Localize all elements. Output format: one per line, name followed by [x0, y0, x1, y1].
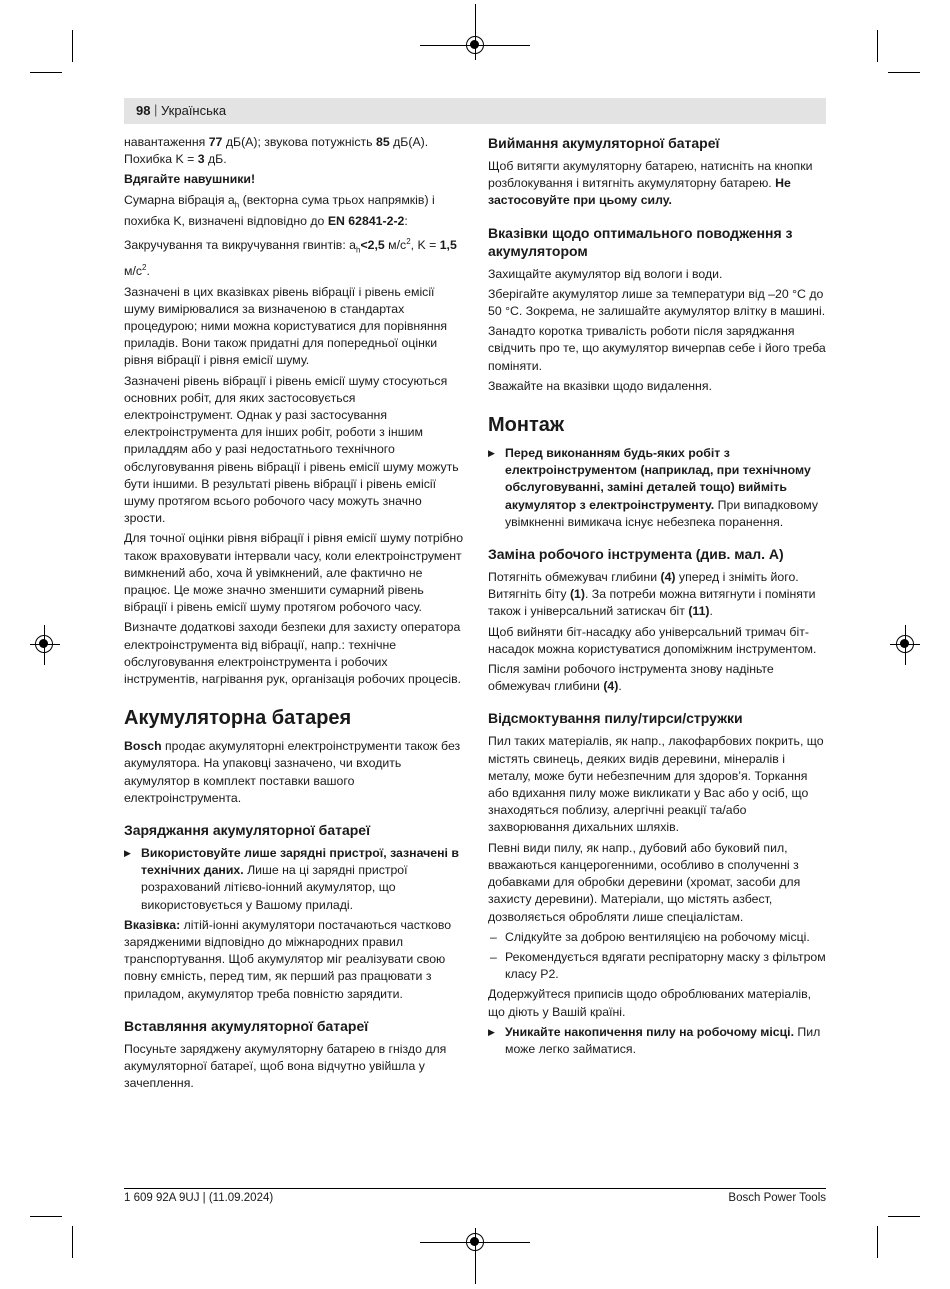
paragraph: Занадто коротка тривалість роботи після заряджання свідчить про те, що акумулятор вичерпав себе і його треба поміняти. [488, 324, 826, 373]
charging-note: Вказівка: літій-іонні акумулятори постачаються частково зарядженими відповідно до міжнародних правил транспортування. Щоб акумулятор міг реалізувати свою повну ємність, перед тим, як перший раз працювати з приладом, акумулятор треба повністю зарядити. [124, 917, 452, 1001]
page-header [124, 98, 826, 124]
tool-change-text: Потягніть обмежувач глибини (4) уперед і зніміть його. Витягніть біту (1). За потреби можна витягнути і поміняти також і універсальний затискач біт (11). [488, 570, 816, 619]
paragraph: Зазначені рівень вібрації і рівень емісії шуму стосуються основних робіт, для яких застосовується електроінструмент. Однак у разі застосування електроінструмента для інших робіт, роботи з іншим приладдям або у разі недостатнього технічного обслуговування рівень вібрації і рівень емісії шуму можуть бути іншими. В результаті рівень вібрації і рівень емісії шуму протягом всього робочого часу можуть значно зрости. [124, 373, 459, 526]
registration-mark-icon [35, 635, 53, 653]
registration-mark-icon [466, 36, 484, 54]
crop-mark [72, 30, 73, 62]
paragraph: Посуньте заряджену акумуляторну батарею в гніздо для акумуляторної батареї, щоб вона відчутно увійшла у зачеплення. [124, 1041, 447, 1091]
crop-mark [72, 1226, 73, 1258]
paragraph: Пил таких матеріалів, як напр., лакофарбових покрить, що містять свинець, деяких видів деревини, мінералів і металу, може бути небезпечним для здоров’я. Торкання або вдихання пилу може викликати у Вас або у осіб, що знаходяться поблизу, алергічні реакції та/або захворювання дихальних шляхів. [488, 734, 824, 835]
crop-mark [30, 72, 62, 73]
paragraph: Певні види пилу, як напр., дубовий або буковий пил, вважаються канцерогенними, особливо в сполученні з добавками для обробки деревини (хромат, засоби для захисту деревини). Матеріали, що містять азбест, дозволяється обробляти лише спеціалістам. [488, 840, 801, 924]
ear-protection-warning: Вдягайте навушники! [124, 172, 256, 187]
vibration-intro: Сумарна вібрація $a_h$ (векторна сума трьох напрямків) і похибка K, визначені відповідно до EN 62841-2-2: [124, 192, 435, 229]
paragraph: Визначте додаткові заходи безпеки для захисту оператора електроінструмента від вібрації, напр.: технічне обслуговування електроінструмента і робочих інструментів, нагрівання рук, організація робочих процесів. [124, 620, 462, 686]
dash-item: – Рекомендується вдягати респіраторну маску з фільтром класу P2. [488, 949, 828, 983]
crop-mark [30, 1216, 62, 1217]
paragraph: Захищайте акумулятор від вологи і води. [488, 266, 723, 281]
mounting-bullet: ▶ Перед виконанням будь-яких робіт з електроінструментом (наприклад, при технічному обслуговуванні, заміні деталей тощо) вийміть акумулятор з електроінструменту. При випадковому увімкненні вимикача існує небезпека поранення. [488, 445, 828, 531]
battery-intro: Bosch продає акумуляторні електроінструменти також без акумулятора. На упаковці зазначено, чи входить акумулятор в комплект поставки вашого електроінструмента. [124, 739, 461, 805]
crop-mark [888, 1216, 920, 1217]
footer-brand: Bosch Power Tools [728, 1192, 826, 1204]
removing-text: Щоб витягти акумуляторну батарею, натисніть на кнопки розблокування і витягніть акумуляторну батарею. Не застосовуйте при цьому силу. [488, 159, 813, 208]
crop-mark [877, 30, 878, 62]
charging-bullet: ▶ Використовуйте лише зарядні пристрої, зазначені в технічних даних. Лише на ці зарядні пристрої розрахований літієво-іонний акумулятор, що використовується у Вашому приладі. [124, 845, 464, 914]
crop-mark [888, 72, 920, 73]
right-column [488, 134, 828, 1061]
footer-rule [124, 1188, 826, 1189]
paragraph: Додержуйтеся приписів щодо оброблюваних матеріалів, що діють у Вашій країні. [488, 987, 812, 1019]
subheading-handling: Вказівки щодо оптимального поводження з акумулятором [488, 224, 793, 259]
vibration-values: Закручування та викручування гвинтів: $a_h<2,5$ $м/с^2$, K = 1,5 $м/с^2$. [124, 237, 457, 279]
dash-item: – Слідкуйте за доброю вентиляцією на робочому місці. [488, 929, 828, 946]
subheading-removing: Виймання акумуляторної батареї [488, 135, 720, 151]
subheading-tool-change: Заміна робочого інструмента (див. мал. A) [488, 546, 784, 563]
header-language: Українська [161, 103, 227, 118]
paragraph: Щоб вийняти біт-насадку або універсальний тримач біт-насадок можна користуватися допоміжним інструментом. [488, 624, 817, 656]
left-column [124, 134, 464, 1095]
paragraph: Зазначені в цих вказівках рівень вібрації і рівень емісії шуму вимірювалися за визначеною в стандартах процедурою; ними можна користуватися для порівняння приладів. Вони також придатні для попередньої оцінки рівня вібрації і рівня емісії шуму. [124, 284, 448, 368]
paragraph: Зберігайте акумулятор лише за температури від –20 °C до 50 °C. Зокрема, не залишайте акумулятор влітку в машині. [488, 286, 826, 319]
subheading-inserting: Вставляння акумуляторної батареї [124, 1017, 369, 1034]
footer-doc-number: 1 609 92A 9UJ | (11.09.2024) [124, 1192, 274, 1204]
tool-change-refit: Після заміни робочого інструмента знову надіньте обмежувач глибини (4). [488, 662, 774, 694]
section-heading-battery: Акумуляторна батарея [124, 707, 352, 730]
paragraph: Для точної оцінки рівня вібрації і рівня емісії шуму потрібно також враховувати інтервали часу, коли електроінструмент вимкнений або, хоча й увімкнений, але фактично не працює. Це може значно зменшити сумарний рівень вібрації і рівень емісії шуму протягом робочого часу. [124, 531, 464, 615]
noise-values: навантаження 77 дБ(A); звукова потужність 85 дБ(A). Похибка K = 3 дБ. [124, 135, 429, 167]
header-separator: | [154, 102, 158, 117]
registration-mark-icon [896, 635, 914, 653]
section-heading-mounting: Монтаж [488, 414, 565, 437]
paragraph: Зважайте на вказівки щодо видалення. [488, 378, 712, 393]
subheading-dust-extraction: Відсмоктування пилу/тирси/стружки [488, 710, 743, 727]
registration-mark-icon [466, 1233, 484, 1251]
subheading-charging: Заряджання акумуляторної батареї [124, 822, 371, 838]
crop-mark [877, 1226, 878, 1258]
dust-bullet: ▶ Уникайте накопичення пилу на робочому місці. Пил може легко займатися. [488, 1024, 828, 1058]
page-number: 98 [136, 103, 151, 118]
